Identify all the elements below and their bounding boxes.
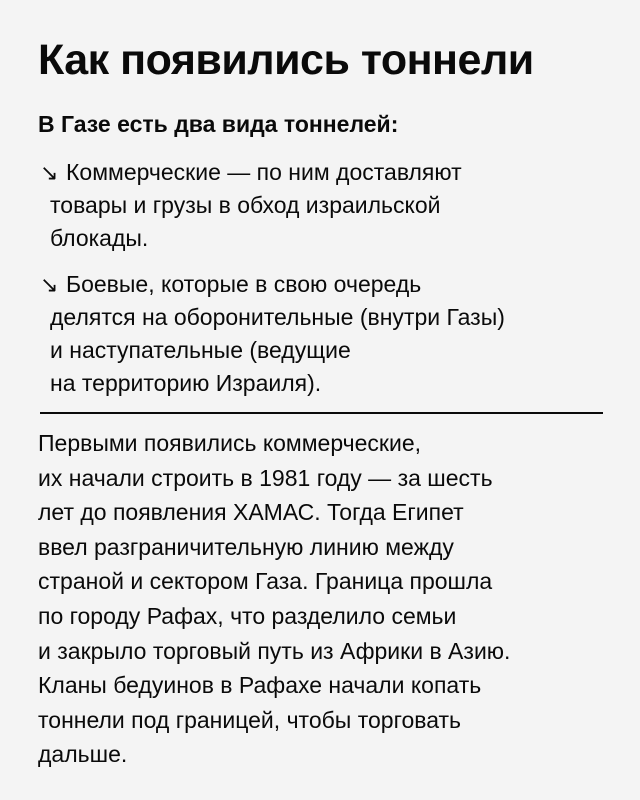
paragraph-line: ввел разграничительную линию между bbox=[38, 533, 454, 560]
paragraph-line: и закрыло торговый путь из Африки в Азию. bbox=[38, 637, 511, 664]
paragraph-line: страной и сектором Газа. Граница прошла bbox=[38, 568, 493, 595]
paragraph-line: Первыми появились коммерческие, bbox=[38, 430, 422, 456]
bullet-line bbox=[40, 268, 620, 301]
paragraph-line: по городу Рафах, что разделило семьи bbox=[38, 602, 457, 629]
bullet-text: Коммерческие — по ним доставляют bbox=[66, 159, 462, 185]
subtitle: В Газе есть два вида тоннелей: bbox=[38, 111, 399, 137]
bullet-text: Боевые, которые в свою очередь bbox=[66, 271, 422, 297]
bullet-combat bbox=[40, 268, 620, 400]
paragraph-line: лет до появления ХАМАС. Тогда Египет bbox=[38, 499, 464, 526]
bullet-text: товары и грузы в обход израильской bbox=[50, 192, 441, 218]
bullet-line bbox=[40, 156, 620, 189]
bullet-text: и наступательные (ведущие bbox=[50, 337, 351, 363]
divider bbox=[40, 412, 603, 414]
page-title: Как появились тоннели bbox=[38, 36, 534, 84]
paragraph-line: Кланы бедуинов в Рафахе начали копать bbox=[38, 672, 482, 699]
paragraph-line: тоннели под границей, чтобы торговать bbox=[38, 706, 462, 733]
bullet-commercial bbox=[40, 156, 620, 255]
arrow-down-right-icon: ↘ bbox=[40, 160, 59, 185]
paragraph-line: их начали строить в 1981 году — за шесть bbox=[38, 464, 493, 491]
body-paragraph bbox=[38, 426, 628, 772]
bullet-text: на территорию Израиля). bbox=[50, 370, 322, 396]
bullet-text: блокады. bbox=[50, 225, 149, 251]
arrow-down-right-icon: ↘ bbox=[40, 272, 59, 297]
paragraph-line: дальше. bbox=[38, 741, 128, 768]
bullet-text: делятся на оборонительные (внутри Газы) bbox=[50, 304, 505, 330]
